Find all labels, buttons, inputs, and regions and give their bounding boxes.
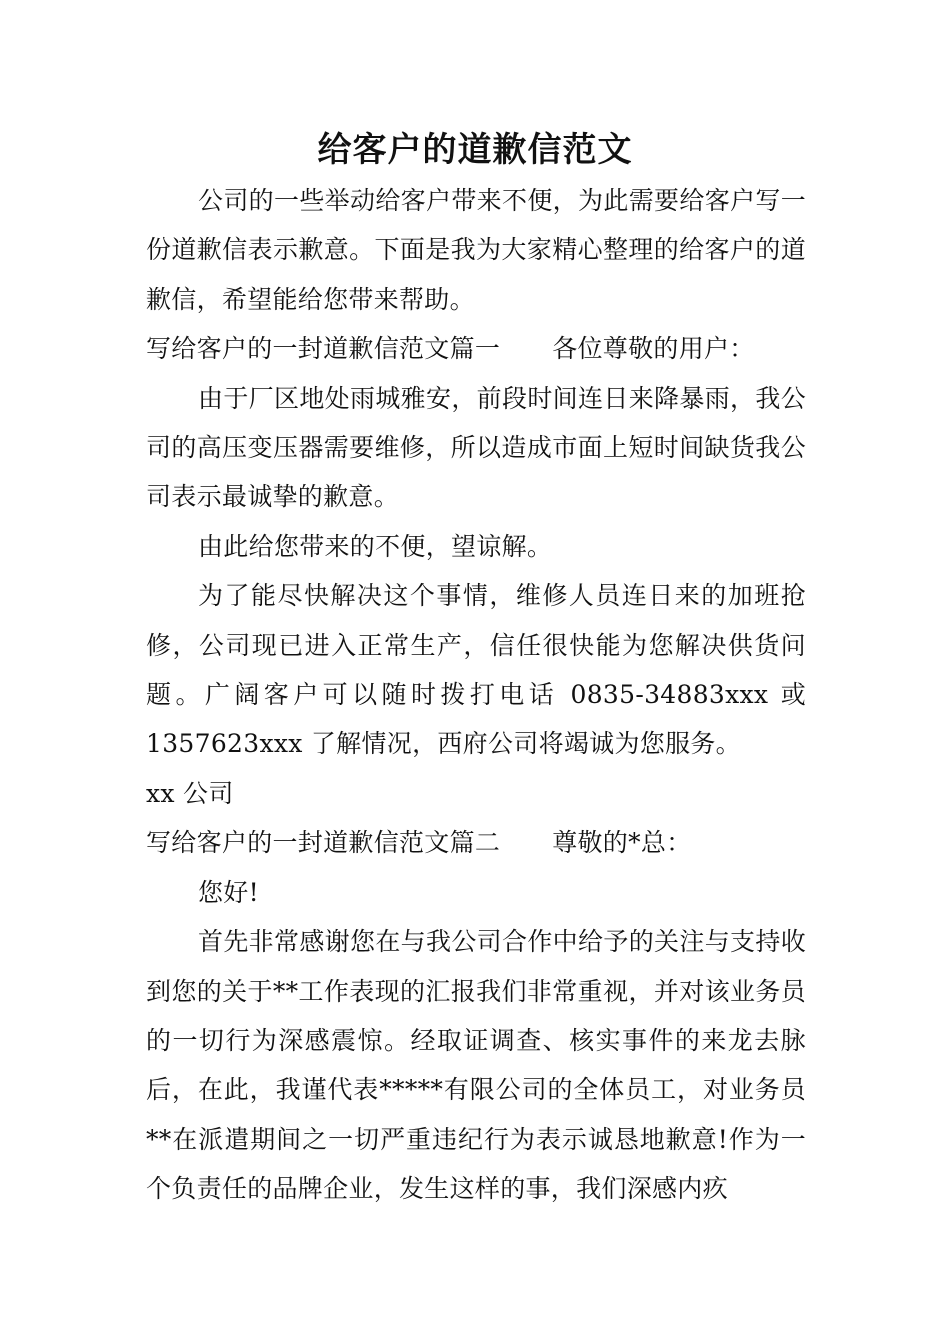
section2-salutation: 尊敬的*总： xyxy=(552,828,692,858)
intro-paragraph: 公司的一些举动给客户带来不便，为此需要给客户写一份道歉信表示歉意。下面是我为大家精心整理的给客户的道歉信，希望能给您带来帮助。 xyxy=(146,186,806,314)
section2-greeting: 您好! xyxy=(198,877,259,907)
document-body xyxy=(146,176,806,1214)
section1-paragraph-1: 由于厂区地处雨城雅安，前段时间连日来降暴雨，我公司的高压变压器需要维修，所以造成市面上短时间缺货我公司表示最诚挚的歉意。 xyxy=(146,383,806,512)
section1-paragraph-2: 由此给您带来的不便，望谅解。 xyxy=(198,531,553,561)
section1-signature: xx 公司 xyxy=(146,778,234,808)
section1-salutation: 各位尊敬的用户： xyxy=(552,334,755,364)
section2-paragraph-1: 首先非常感谢您在与我公司合作中给予的关注与支持收到您的关于**工作表现的汇报我们非常重视，并对该业务员的一切行为深感震惊。经取证调查、核实事件的来龙去脉后，在此，我谨代表*****有限公司的全体员工，对业务员**在派遣期间之一切严重违纪行为表示诚恳地歉意!作为一个负责任的品牌企业，发生这样的事，我们深感内疚 xyxy=(146,927,806,1204)
document-title: 给客户的道歉信范文 xyxy=(317,130,633,170)
section1-heading: 写给客户的一封道歉信范文篇一 xyxy=(146,334,501,364)
section1-heading-line xyxy=(146,324,806,373)
section1-paragraph-3: 为了能尽快解决这个事情，维修人员连日来的加班抢修，公司现已进入正常生产，信任很快能为您解决供货问题。广阔客户可以随时拨打电话 0835-34883xxx 或 1357623xxx 了解情况，西府公司将竭诚为您服务。 xyxy=(146,581,806,759)
section2-heading-line xyxy=(146,818,806,867)
section2-heading: 写给客户的一封道歉信范文篇二 xyxy=(146,828,501,858)
